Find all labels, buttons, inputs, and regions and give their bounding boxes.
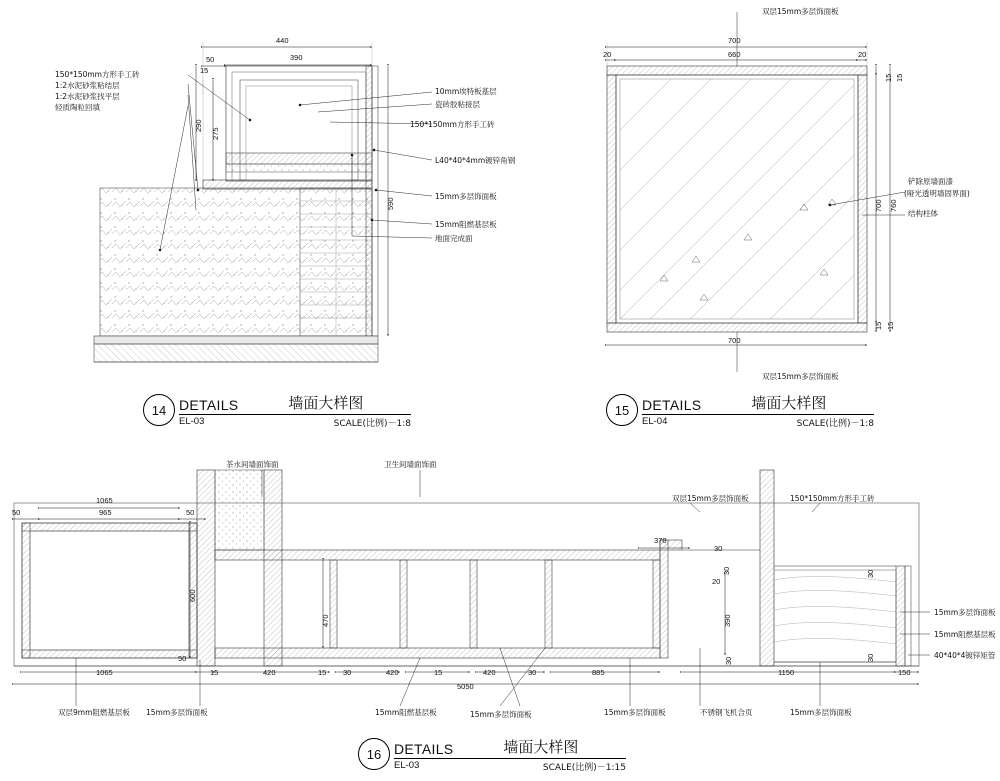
detail-15-dim-15-bl: 15: [874, 321, 883, 330]
detail-sheet-ref-14: EL-03: [179, 416, 205, 427]
detail-16-label-bottom-3: 15mm多层饰面板: [470, 710, 532, 719]
detail-14-leader-right-3: L40*40*4mm镀锌角钢: [435, 156, 516, 165]
detail-14-leader-right-1: 瓷砖胶粘接层: [435, 100, 480, 109]
detail-14-dim-275: 275: [211, 127, 220, 140]
detail-16-dim-20: 20: [712, 577, 721, 586]
detail-16-dim-30-a: 30: [714, 544, 723, 553]
detail-14-dim-290: 290: [194, 119, 203, 132]
detail-number-14: 14: [143, 394, 175, 426]
detail-16-label-bottom-1: 15mm多层饰面板: [146, 708, 208, 717]
detail-16-label-bottom-6: 15mm多层饰面板: [790, 708, 852, 717]
detail-15-leader-right-2: 结构柱体: [908, 209, 938, 218]
detail-number-16: 16: [358, 738, 390, 770]
detail-14-leader-left-3: 轻质陶粒回填: [55, 103, 100, 112]
detail-15-dim-700-bottom: 700: [728, 336, 741, 345]
detail-16-label-bottom-5: 不锈钢飞机合页: [700, 708, 753, 717]
detail-16-label-top-0: 茶水间墙面饰面: [226, 460, 279, 469]
detail-16-dim-1150: 1150: [778, 668, 795, 677]
detail-scale-15: SCALE(比例)－1:8: [796, 419, 874, 429]
detail-14-leader-right-4: 15mm多层饰面板: [435, 192, 497, 201]
detail-16-label-bottom-0: 双层9mm阻燃基层板: [58, 708, 130, 717]
detail-16-label-right-1: 15mm阻燃基层板: [934, 630, 996, 639]
detail-14-leader-left-1: 1:2水泥砂浆粘结层: [55, 81, 120, 90]
detail-16-label-top-2: 双层15mm多层饰面板: [672, 494, 749, 503]
detail-15-dim-15-tr: 15: [895, 73, 904, 82]
detail-number-15: 15: [606, 394, 638, 426]
detail-15-label-top: 双层15mm多层饰面板: [762, 7, 839, 16]
detail-16-label-right-2: 40*40*4镀锌矩管: [934, 651, 996, 660]
detail-16-dim-30-g: 30: [866, 653, 875, 662]
detail-16-dim-390: 390: [723, 614, 732, 627]
detail-14-leader-right-5: 15mm阻燃基层板: [435, 220, 497, 229]
detail-14-dim-390: 390: [290, 53, 303, 62]
detail-15-dim-15-br: 15: [886, 321, 895, 330]
detail-16-label-top-1: 卫生间墙面饰面: [384, 460, 437, 469]
detail-16-dim-15-c: 15: [434, 668, 443, 677]
detail-15-leader-right-0: 铲除原墙面漆: [908, 177, 953, 186]
detail-15-leader-right-1: (哑光透明墙固界面): [904, 189, 970, 198]
detail-caption-cn-16: 墙面大样图: [503, 738, 579, 756]
detail-16-dim-370: 370: [654, 536, 667, 545]
detail-16-dim-30-f: 30: [724, 656, 733, 665]
detail-scale-16: SCALE(比例)－1:15: [542, 763, 626, 773]
detail-15-label-bottom: 双层15mm多层饰面板: [762, 372, 839, 381]
detail-16-dim-420-b: 420: [386, 668, 399, 677]
detail-14-dim-50: 50: [206, 55, 215, 64]
detail-scale-14: SCALE(比例)－1:8: [333, 419, 411, 429]
detail-16-dim-30-d: 30: [343, 668, 352, 677]
detail-16-dim-50-r: 50: [186, 508, 195, 517]
detail-16-dim-965: 965: [99, 508, 112, 517]
detail-16-dim-420-c: 420: [483, 668, 496, 677]
detail-16-dim-1065-top: 1065: [96, 496, 113, 505]
detail-14-leader-left-0: 150*150mm方形手工砖: [55, 70, 140, 79]
detail-caption-cn-15: 墙面大样图: [751, 394, 827, 412]
detail-15-dim-660: 660: [728, 50, 741, 59]
detail-16-label-top-3: 150*150mm方形手工砖: [790, 494, 875, 503]
detail-caption-en-14: DETAILS: [179, 397, 239, 413]
detail-16-dim-50-l: 50: [12, 508, 21, 517]
detail-15-dim-700-top: 700: [728, 36, 741, 45]
detail-14-leader-right-2: 150*150mm方形手工砖: [410, 120, 495, 129]
detail-16-dim-1065-bottom: 1065: [96, 668, 113, 677]
detail-16-label-bottom-4: 15mm多层饰面板: [604, 708, 666, 717]
detail-sheet-ref-15: EL-04: [642, 416, 668, 427]
detail-sheet-ref-16: EL-03: [394, 760, 420, 771]
detail-16-dim-15-b: 15: [318, 668, 327, 677]
detail-15-dim-15-tl: 15: [884, 73, 893, 82]
detail-caption-en-15: DETAILS: [642, 397, 702, 413]
detail-16-dim-50-b: 50: [178, 654, 187, 663]
detail-caption-en-16: DETAILS: [394, 741, 454, 757]
detail-14-leader-right-0: 10mm埃特板基层: [435, 87, 497, 96]
detail-14-dim-15: 15: [200, 66, 209, 75]
detail-15-dim-760: 760: [889, 199, 898, 212]
detail-16-dim-30-c: 30: [866, 569, 875, 578]
detail-16-dim-15-a: 15: [210, 668, 219, 677]
detail-16-dim-30-e: 30: [528, 668, 537, 677]
detail-16-dim-420-a: 420: [263, 668, 276, 677]
detail-16-label-right-0: 15mm多层饰面板: [934, 608, 996, 617]
detail-15-dim-700: 700: [874, 199, 883, 212]
detail-14-leader-left-2: 1:2水泥砂浆找平层: [55, 92, 120, 101]
detail-15-dim-20-right: 20: [858, 50, 867, 59]
detail-16-dim-30-b: 30: [722, 566, 731, 575]
detail-16-dim-5050: 5050: [457, 682, 474, 691]
detail-15-dim-20-left: 20: [603, 50, 612, 59]
detail-16-dim-600: 600: [188, 589, 197, 602]
detail-16-dim-885: 885: [592, 668, 605, 677]
detail-14-leader-right-6: 地面完成面: [435, 234, 473, 243]
detail-14-dim-440: 440: [276, 36, 289, 45]
detail-14-dim-590: 590: [386, 197, 395, 210]
detail-caption-cn-14: 墙面大样图: [288, 394, 364, 412]
detail-16-dim-470: 470: [321, 614, 330, 627]
detail-16-label-bottom-2: 15mm阻燃基层板: [375, 708, 437, 717]
detail-16-dim-150: 150: [898, 668, 911, 677]
